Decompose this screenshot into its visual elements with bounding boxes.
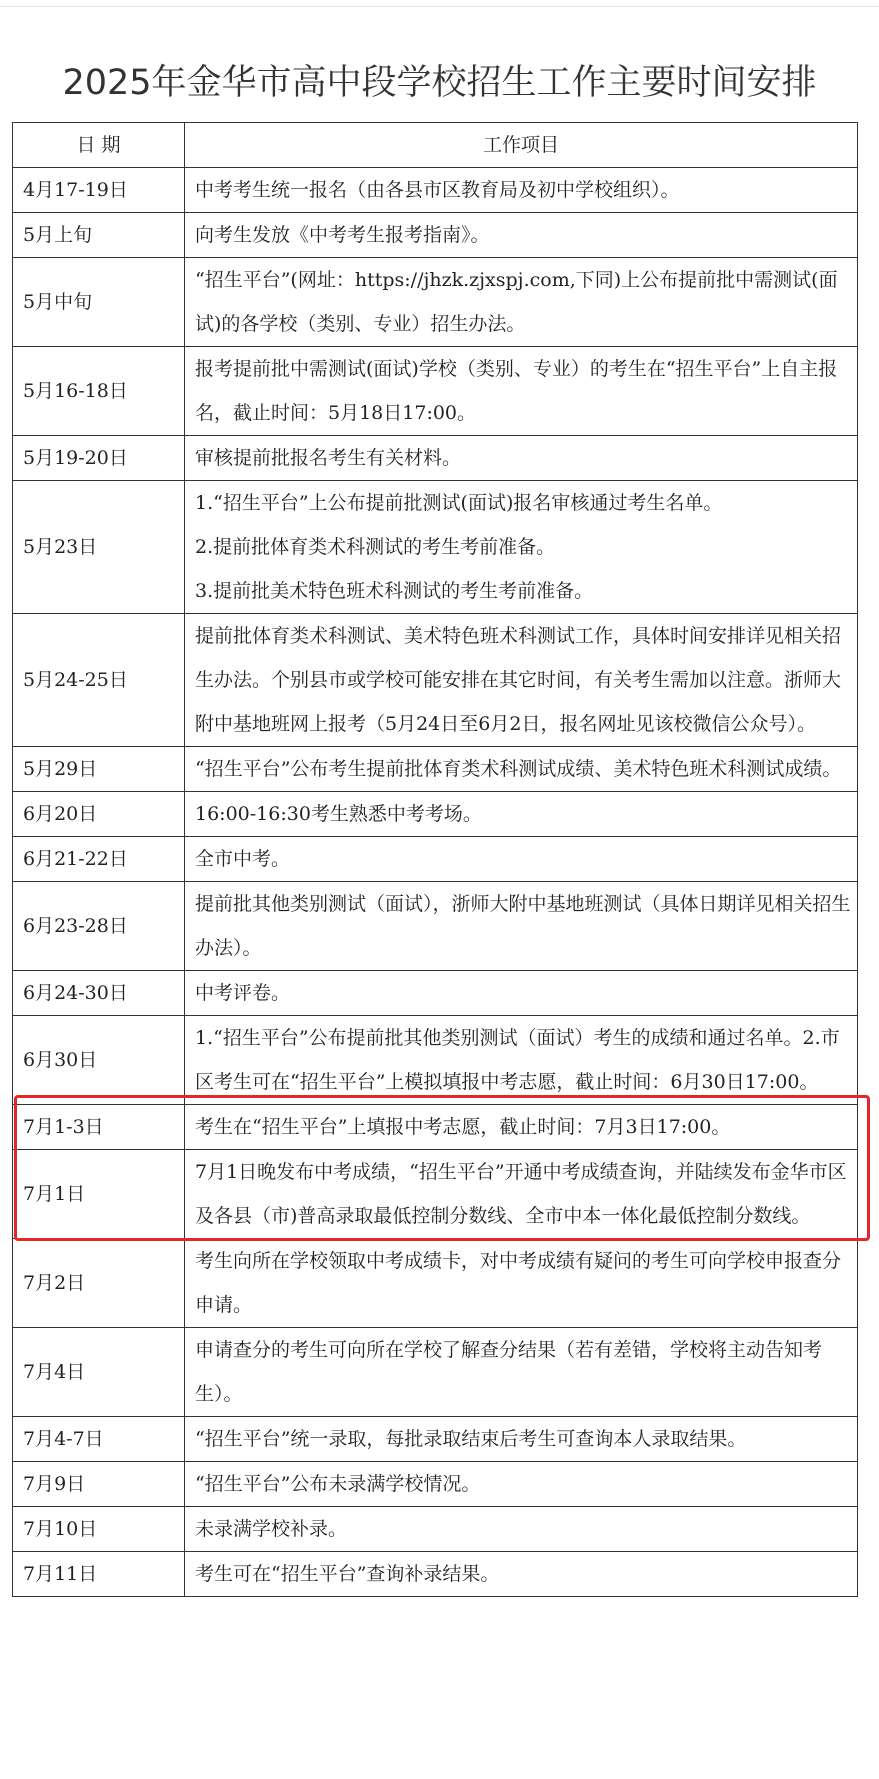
row-date: 6月23-28日: [13, 882, 185, 971]
table-row: [13, 971, 858, 1016]
table-row: [13, 747, 858, 792]
row-date: 5月29日: [13, 747, 185, 792]
table-row: [13, 792, 858, 837]
table-row: [13, 1462, 858, 1507]
schedule-table: [12, 122, 858, 1597]
row-date: 7月4-7日: [13, 1417, 185, 1462]
row-date: 6月30日: [13, 1016, 185, 1105]
row-item: 1.“招生平台”上公布提前批测试(面试)报名审核通过考生名单。 2.提前批体育类术科测试的考生考前准备。 3.提前批美术特色班术科测试的考生考前准备。: [185, 481, 858, 614]
row-item: 考生向所在学校领取中考成绩卡，对中考成绩有疑问的考生可向学校申报查分申请。: [185, 1239, 858, 1328]
row-date: 7月11日: [13, 1552, 185, 1597]
table-row: [13, 213, 858, 258]
table-row: [13, 1552, 858, 1597]
row-date: 5月19-20日: [13, 436, 185, 481]
row-item: 审核提前批报名考生有关材料。: [185, 436, 858, 481]
top-divider: [0, 6, 879, 7]
row-date: 6月24-30日: [13, 971, 185, 1016]
row-item: 报考提前批中需测试(面试)学校（类别、专业）的考生在“招生平台”上自主报名，截止时间：5月18日17:00。: [185, 347, 858, 436]
row-date: 7月4日: [13, 1328, 185, 1417]
row-item: 申请查分的考生可向所在学校了解查分结果（若有差错，学校将主动告知考生）。: [185, 1328, 858, 1417]
table-row: [13, 882, 858, 971]
row-date: 4月17-19日: [13, 168, 185, 213]
table-body: [13, 168, 858, 1597]
table-row: [13, 1328, 858, 1417]
row-date: 5月上旬: [13, 213, 185, 258]
row-item: 未录满学校补录。: [185, 1507, 858, 1552]
row-item: 16:00-16:30考生熟悉中考考场。: [185, 792, 858, 837]
row-date: 7月1日: [13, 1150, 185, 1239]
header-date: 日 期: [13, 123, 185, 168]
row-item: 中考考生统一报名（由各县市区教育局及初中学校组织）。: [185, 168, 858, 213]
row-item: 全市中考。: [185, 837, 858, 882]
header-item: 工作项目: [185, 123, 858, 168]
row-item: 考生在“招生平台”上填报中考志愿，截止时间：7月3日17:00。: [185, 1105, 858, 1150]
table-row: [13, 258, 858, 347]
row-date: 5月中旬: [13, 258, 185, 347]
row-item: 中考评卷。: [185, 971, 858, 1016]
table-row: [13, 837, 858, 882]
table-row: [13, 614, 858, 747]
table-row: [13, 1507, 858, 1552]
row-item: 提前批体育类术科测试、美术特色班术科测试工作，具体时间安排详见相关招生办法。个别县市或学校可能安排在其它时间，有关考生需加以注意。浙师大附中基地班网上报考（5月24日至6月2日，报名网址见该校微信公众号）。: [185, 614, 858, 747]
row-item: 7月1日晚发布中考成绩，“招生平台”开通中考成绩查询，并陆续发布金华市区及各县（市)普高录取最低控制分数线、全市中本一体化最低控制分数线。: [185, 1150, 858, 1239]
table-row: [13, 1105, 858, 1150]
row-item: “招生平台”统一录取，每批录取结束后考生可查询本人录取结果。: [185, 1417, 858, 1462]
row-date: 6月20日: [13, 792, 185, 837]
row-date: 7月9日: [13, 1462, 185, 1507]
page-title: 2025年金华市高中段学校招生工作主要时间安排: [62, 63, 817, 103]
table-row: [13, 168, 858, 213]
row-date: 7月2日: [13, 1239, 185, 1328]
table-row: [13, 1417, 858, 1462]
table-row: [13, 1016, 858, 1105]
row-item: “招生平台”公布未录满学校情况。: [185, 1462, 858, 1507]
table-row: [13, 481, 858, 614]
table-row: [13, 1150, 858, 1239]
row-date: 7月10日: [13, 1507, 185, 1552]
table-header-row: [13, 123, 858, 168]
row-item: “招生平台”(网址：https://jhzk.zjxspj.com,下同)上公布提前批中需测试(面试)的各学校（类别、专业）招生办法。: [185, 258, 858, 347]
table-row: [13, 436, 858, 481]
row-item: 提前批其他类别测试（面试），浙师大附中基地班测试（具体日期详见相关招生办法）。: [185, 882, 858, 971]
row-item: 考生可在“招生平台”查询补录结果。: [185, 1552, 858, 1597]
row-date: 5月16-18日: [13, 347, 185, 436]
row-date: 6月21-22日: [13, 837, 185, 882]
row-item: 1.“招生平台”公布提前批其他类别测试（面试）考生的成绩和通过名单。2.市区考生可在“招生平台”上模拟填报中考志愿，截止时间：6月30日17:00。: [185, 1016, 858, 1105]
row-date: 7月1-3日: [13, 1105, 185, 1150]
row-item: 向考生发放《中考考生报考指南》。: [185, 213, 858, 258]
table-row: [13, 347, 858, 436]
row-date: 5月23日: [13, 481, 185, 614]
row-item: “招生平台”公布考生提前批体育类术科测试成绩、美术特色班术科测试成绩。: [185, 747, 858, 792]
row-date: 5月24-25日: [13, 614, 185, 747]
table-row: [13, 1239, 858, 1328]
